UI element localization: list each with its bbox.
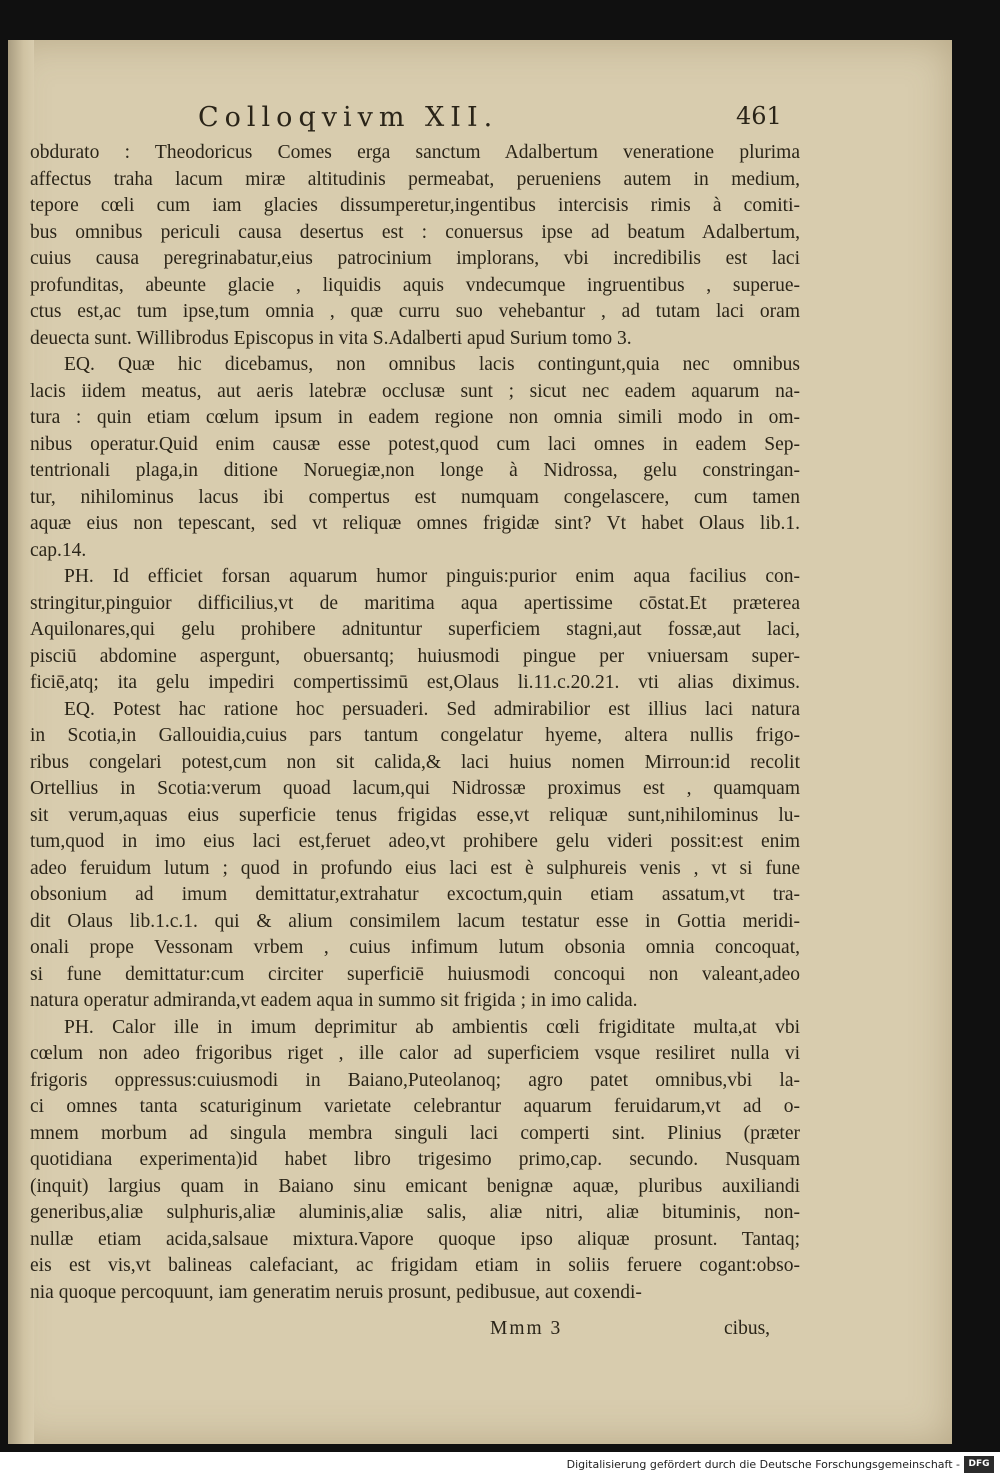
text-line: quotidiana experimenta)id habet libro trigesimo primo,cap. secundo. Nusquam	[30, 1149, 800, 1170]
text-line: lacis iidem meatus, aut aeris latebræ occlusæ sunt ; sicut nec eadem aquarum na-	[30, 380, 800, 402]
text-line: sit verum,aquas eius superficie tenus frigidas esse,vt reliquæ sunt,nihilominus lu-	[30, 804, 800, 826]
text-line: cuius causa peregrinabatur,eius patrocinium implorans, vbi incredibilis est laci	[30, 248, 800, 269]
text-line: natura operatur admiranda,vt eadem aqua in summo sit frigida ; in imo calida.	[30, 990, 638, 1011]
text-line: PH. Id efficiet forsan aquarum humor pinguis:purior enim aqua facilius con-	[64, 566, 800, 587]
digitization-footer	[0, 1452, 1000, 1479]
signature-mark: Mmm 3	[490, 1318, 563, 1339]
text-line: tum,quod in imo eius laci est,feruet adeo,vt prohibere gelu videri possit:est enim	[30, 831, 800, 852]
text-line: ribus congelari potest,cum non sit calida,& laci huius nomen Mirroun:id recolit	[30, 751, 800, 773]
text-line: nibus operatur.Quid enim causæ esse potest,quod cum laci omnes in eadem Sep-	[30, 433, 800, 455]
page-header	[8, 102, 952, 142]
text-line: EQ. Quæ hic dicebamus, non omnibus lacis contingunt,quia nec omnibus	[64, 354, 800, 375]
text-line: deuecta sunt. Willibrodus Episcopus in vita S.Adalberti apud Surium tomo 3.	[30, 327, 632, 349]
text-line: cap.14.	[30, 539, 87, 561]
page-footer-line	[8, 1318, 952, 1346]
text-line: onali prope Vessonam vrbem , cuius infimum lutum obsonia omnia concoquat,	[30, 937, 800, 958]
text-line: Ortellius in Scotia:verum quoad lacum,qui Nidrossæ proximus est , quamquam	[30, 778, 800, 799]
text-line: bus omnibus periculi causa desertus est : conuersus ipse ad beatum Adalbertum,	[30, 221, 800, 243]
text-line: eis est vis,vt balineas calefaciant, ac frigidam etiam in soliis feruere cogant:obso-	[30, 1255, 800, 1276]
text-line: dit Olaus lib.1.c.1. qui & alium consimilem lacum testatur esse in Gottia meridi-	[30, 910, 800, 932]
text-line: adeo feruidum lutum ; quod in profundo eius laci est è sulphureis venis , vt si fune	[30, 857, 800, 879]
book-page	[8, 40, 952, 1444]
text-line: stringitur,pinguior difficilius,vt de maritima aqua apertissime cōstat.Et præterea	[30, 592, 800, 614]
text-line: nia quoque percoquunt, iam generatim neruis prosunt, pedibusue, aut coxendi-	[30, 1281, 642, 1303]
text-line: obdurato : Theodoricus Comes erga sanctum Adalbertum veneratione plurima	[30, 142, 800, 163]
text-line: tura : quin etiam cœlum ipsum in eadem regione non omnia simili modo in om-	[30, 407, 800, 428]
text-line: (inquit) largius quam in Baiano sinu emicant benignæ aquæ, pluribus auxiliandi	[30, 1175, 800, 1197]
text-line: tentrionali plaga,in ditione Noruegiæ,non longe à Nidrossa, gelu constringan-	[30, 460, 800, 481]
text-line: EQ. Potest hac ratione hoc persuaderi. Sed admirabilior est illius laci natura	[64, 698, 800, 720]
text-line: affectus traha lacum miræ altitudinis permeabat, perueniens autem in medium,	[30, 168, 800, 190]
text-line: tur, nihilominus lacus ibi compertus est numquam congelascere, cum tamen	[30, 486, 800, 508]
text-line: tepore cœli cum iam glacies dissumperetur,ingentibus intercisis rimis à comiti-	[30, 195, 800, 216]
text-line: in Scotia,in Gallouidia,cuius pars tantum congelatur hyeme, altera nullis frigo-	[30, 725, 800, 746]
text-line: mnem morbum ad singula membra singuli laci comperti sint. Plinius (præter	[30, 1122, 800, 1144]
text-line: cœlum non adeo frigoribus riget , ille calor ad superficiem vsque resiliret nulla vi	[30, 1043, 800, 1064]
text-line: ficiē,atq; ita gelu impediri compertissimū est,Olaus li.11.c.20.21. vti alias diximus.	[30, 672, 800, 693]
body-text	[30, 140, 800, 1306]
text-line: PH. Calor ille in imum deprimitur ab ambientis cœli frigiditate multa,at vbi	[64, 1016, 800, 1038]
text-line: nullæ etiam acida,salsaue mixtura.Vapore quoque ipso aliquæ prosunt. Tantaq;	[30, 1228, 800, 1250]
text-line: aquæ eius non tepescant, sed vt reliquæ omnes frigidæ sint? Vt habet Olaus lib.1.	[30, 513, 800, 534]
text-line: ctus est,ac tum ipse,tum omnia , quæ curru suo vehebantur , ad tutam laci oram	[30, 301, 800, 322]
funding-notice: Digitalisierung gefördert durch die Deutsche Forschungsgemeinschaft -	[566, 1458, 960, 1471]
text-line: obsonium ad imum demittatur,extrahatur excoctum,quin etiam assatum,vt tra-	[30, 884, 800, 905]
text-line: Aquilonares,qui gelu prohibere adnituntur superficiem stagni,aut fossæ,aut laci,	[30, 619, 800, 640]
text-line: frigoris oppressus:cuiusmodi in Baiano,Puteolanoq; agro patet omnibus,vbi la-	[30, 1069, 800, 1091]
running-title: Colloqvivm XII.	[198, 102, 499, 133]
text-line: pisciū abdomine aspergunt, obuersantq; huiusmodi pingue per vniuersam super-	[30, 645, 800, 667]
text-line: generibus,aliæ sulphuris,aliæ aluminis,aliæ salis, aliæ nitri, aliæ bituminis, non-	[30, 1202, 800, 1223]
catchword: cibus,	[724, 1318, 771, 1339]
text-line: ci omnes tanta scaturiginum varietate celebrantur aquarum feruidarum,vt ad o-	[30, 1096, 800, 1117]
text-line: si fune demittatur:cum circiter superficiē huiusmodi concoqui non valeant,adeo	[30, 963, 800, 985]
text-line: profunditas, abeunte glacie , liquidis aquis vndecumque ingruentibus , superue-	[30, 274, 800, 296]
dfg-logo: DFG	[964, 1456, 994, 1473]
page-number: 461	[736, 102, 782, 130]
